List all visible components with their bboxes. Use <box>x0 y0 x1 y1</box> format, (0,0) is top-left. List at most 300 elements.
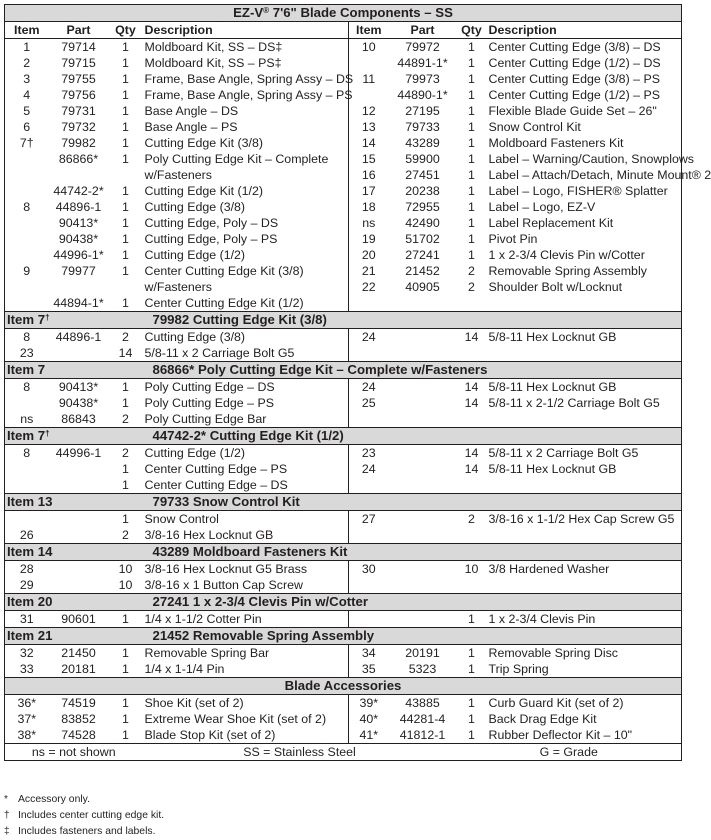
table-row <box>5 215 682 231</box>
description: Center Cutting Edge – DS <box>144 478 288 492</box>
description: Center Cutting Edge (1/2) – DS <box>487 55 682 71</box>
description <box>487 477 682 494</box>
kit-section-header <box>5 544 682 561</box>
quantity: 1 <box>122 712 129 726</box>
abbreviation-legend <box>5 744 682 761</box>
quantity: 10 <box>118 578 133 592</box>
description <box>143 199 349 215</box>
item-number: 27 <box>349 511 389 528</box>
table-row <box>5 727 682 744</box>
table-row <box>5 135 682 151</box>
quantity: 1 <box>122 216 129 230</box>
description-line: Cutting Edge, Poly – PS <box>144 232 278 246</box>
part-number: 86843 <box>61 412 96 426</box>
description-line: w/Fasteners <box>144 280 212 294</box>
description-line: Cutting Edge (1/2) <box>144 248 246 262</box>
item-number: ns <box>5 411 49 428</box>
item-number: 33 <box>5 661 49 678</box>
item-number: 12 <box>349 103 389 119</box>
quantity: 10 <box>118 562 133 576</box>
description-line: Cutting Edge (3/8) <box>144 200 246 214</box>
part-number: 20238 <box>405 184 440 198</box>
part-number: 21452 <box>405 264 440 278</box>
part-number: 44890-1* <box>397 88 448 102</box>
quantity: 1 <box>122 512 129 526</box>
part-number: 90438* <box>58 232 99 246</box>
part-number <box>389 611 457 628</box>
item-number: 1 <box>5 39 49 56</box>
quantity: 10 <box>464 562 479 576</box>
item-number: 18 <box>349 199 389 215</box>
kit-item-label: Item 13 <box>5 494 109 511</box>
description <box>143 39 349 56</box>
item-number <box>5 395 49 411</box>
table-title: EZ-V® 7'6" Blade Components – SS <box>5 5 682 22</box>
table-row <box>5 661 682 678</box>
quantity: 1 <box>468 662 475 676</box>
legend-entry: SS = Stainless Steel <box>143 744 457 761</box>
item-number <box>5 461 49 477</box>
description <box>143 55 349 71</box>
table-row <box>5 39 682 56</box>
footnote: † Includes center cutting edge kit. <box>4 810 165 821</box>
item-number: 22 <box>349 279 389 295</box>
table-row <box>5 199 682 215</box>
item-number <box>5 511 49 528</box>
table-row <box>5 345 682 362</box>
quantity: 14 <box>464 446 479 460</box>
item-number: 8 <box>5 199 49 215</box>
kit-section-header <box>5 628 682 645</box>
table-row <box>5 329 682 346</box>
part-number: 43885 <box>405 696 440 710</box>
description <box>487 345 682 362</box>
part-number: 79732 <box>61 120 96 134</box>
legend-entry: ns = not shown <box>5 744 143 761</box>
part-number: 79715 <box>61 56 96 70</box>
table-row <box>5 379 682 396</box>
description: Label – Warning/Caution, Snowplows <box>488 152 694 166</box>
description: Poly Cutting Edge Bar <box>144 412 267 426</box>
description: Label Replacement Kit <box>487 215 682 231</box>
description: Poly Cutting Edge – DS <box>144 380 275 394</box>
description <box>487 411 682 428</box>
kit-section-header <box>5 362 682 379</box>
description: Label – Attach/Detach, Minute Mount® 2 <box>488 168 711 182</box>
quantity: 1 <box>468 152 475 166</box>
table-row <box>5 461 682 477</box>
header-part: Part <box>389 22 457 39</box>
part-number: 72955 <box>405 200 440 214</box>
kit-section-header <box>5 494 682 511</box>
part-number <box>49 345 109 362</box>
quantity: 1 <box>468 88 475 102</box>
table-row <box>5 611 682 628</box>
quantity: 1 <box>122 200 129 214</box>
description: Center Cutting Edge – PS <box>144 462 288 476</box>
item-number: 14 <box>349 135 389 151</box>
quantity: 1 <box>122 232 129 246</box>
quantity: 1 <box>468 168 475 182</box>
table-row <box>5 55 682 71</box>
item-number: 23 <box>5 345 49 362</box>
part-number: 44894-1* <box>53 296 104 310</box>
description: 3/8-16 Hex Locknut G5 Brass <box>144 562 308 576</box>
description: Flexible Blade Guide Set – 26" <box>487 103 682 119</box>
description <box>143 103 349 119</box>
quantity: 1 <box>122 120 129 134</box>
footnote: * Accessory only. <box>4 794 90 805</box>
quantity: 1 <box>468 216 475 230</box>
description-line: Moldboard Kit, SS – DS‡ <box>144 40 283 54</box>
table-row <box>5 295 682 312</box>
part-number <box>49 577 109 594</box>
item-number: 40* <box>349 711 389 727</box>
quantity: 1 <box>468 696 475 710</box>
quantity: 1 <box>122 104 129 118</box>
table-row <box>5 395 682 411</box>
description: Label – Logo, EZ-V <box>487 199 682 215</box>
item-number: 7† <box>5 135 49 151</box>
description: Snow Control Kit <box>487 119 682 135</box>
item-number: 31 <box>5 611 49 628</box>
description <box>143 215 349 231</box>
description <box>143 119 349 135</box>
item-number: 19 <box>349 231 389 247</box>
description: Removable Spring Assembly <box>487 263 682 279</box>
description <box>143 247 349 263</box>
quantity: 1 <box>122 662 129 676</box>
quantity: 2 <box>468 264 475 278</box>
kit-section-header <box>5 428 682 445</box>
part-number: 79733 <box>405 120 440 134</box>
description <box>143 295 349 312</box>
description <box>143 151 349 183</box>
part-number: 44896-1 <box>55 200 102 214</box>
item-number <box>5 247 49 263</box>
description: Snow Control <box>144 512 219 526</box>
part-number <box>49 477 109 494</box>
quantity: 1 <box>122 184 129 198</box>
item-number <box>349 87 389 103</box>
description: Center Cutting Edge (3/8) – DS <box>487 39 682 56</box>
table-title-row <box>5 5 682 22</box>
part-number: 27195 <box>405 104 440 118</box>
item-number: 30 <box>349 561 389 578</box>
header-qty: Qty <box>109 22 143 39</box>
quantity: 1 <box>468 612 475 626</box>
header-description: Description <box>487 22 682 39</box>
part-number <box>389 461 457 477</box>
item-number: 16 <box>349 167 389 183</box>
part-number: 90438* <box>58 396 99 410</box>
quantity: 2 <box>122 330 129 344</box>
header-description: Description <box>143 22 349 39</box>
description: Rubber Deflector Kit – 10" <box>487 727 682 744</box>
kit-item-label: Item 7 <box>5 362 109 379</box>
quantity: 1 <box>122 264 129 278</box>
kit-title: 21452 Removable Spring Assembly <box>109 628 682 645</box>
quantity: 1 <box>122 396 129 410</box>
description: 3/8-16 x 1-1/2 Hex Cap Screw G5 <box>487 511 682 528</box>
item-number: 2 <box>5 55 49 71</box>
item-number: 4 <box>5 87 49 103</box>
item-number: 28 <box>5 561 49 578</box>
description <box>487 577 682 594</box>
description: 5/8-11 Hex Locknut GB <box>487 329 682 346</box>
part-number: 79756 <box>61 88 96 102</box>
part-number: 5323 <box>408 662 437 676</box>
description: Center Cutting Edge (3/8) – PS <box>487 71 682 87</box>
kit-title: 27241 1 x 2-3/4 Clevis Pin w/Cotter <box>109 594 682 611</box>
accessories-header <box>5 678 682 695</box>
description: Shoe Kit (set of 2) <box>144 696 244 710</box>
table-row <box>5 247 682 263</box>
kit-item-label: Item 14 <box>5 544 109 561</box>
item-number <box>349 577 389 594</box>
description <box>143 87 353 103</box>
item-number <box>349 527 389 544</box>
part-number <box>389 577 457 594</box>
header-item: Item <box>5 22 49 39</box>
item-number: 10 <box>349 39 389 56</box>
item-number: 5 <box>5 103 49 119</box>
table-row <box>5 445 682 462</box>
part-number: 74519 <box>61 696 96 710</box>
part-number: 79982 <box>61 136 96 150</box>
table-row <box>5 231 682 247</box>
part-number <box>389 511 457 528</box>
description: 1/4 x 1-1/2 Cotter Pin <box>144 612 262 626</box>
quantity <box>457 411 487 428</box>
quantity: 1 <box>122 72 129 86</box>
description: 5/8-11 x 2-1/2 Carriage Bolt G5 <box>487 395 682 411</box>
item-number: 37* <box>5 711 49 727</box>
description: Extreme Wear Shoe Kit (set of 2) <box>144 712 327 726</box>
description: 1/4 x 1-1/4 Pin <box>144 662 225 676</box>
quantity: 1 <box>468 646 475 660</box>
empty-cell <box>457 295 487 312</box>
item-number: 25 <box>349 395 389 411</box>
description: 5/8-11 Hex Locknut GB <box>487 461 682 477</box>
description: 3/8 Hardened Washer <box>487 561 682 578</box>
quantity: 14 <box>464 330 479 344</box>
item-number: 21 <box>349 263 389 279</box>
description: Cutting Edge (1/2) <box>144 446 246 460</box>
item-number: 3 <box>5 71 49 87</box>
description-line: Frame, Base Angle, Spring Assy – PS <box>144 88 353 102</box>
part-number <box>389 329 457 346</box>
description-line: Center Cutting Edge Kit (1/2) <box>144 296 304 310</box>
part-number <box>389 411 457 428</box>
quantity: 1 <box>122 462 129 476</box>
quantity: 1 <box>122 728 129 742</box>
part-number: 44891-1* <box>397 56 448 70</box>
kit-item-label: Item 7† <box>5 428 109 445</box>
item-number <box>5 295 49 312</box>
header-part: Part <box>49 22 109 39</box>
kit-title: 44742-2* Cutting Edge Kit (1/2) <box>109 428 682 445</box>
footnotes <box>4 792 164 840</box>
part-number: 90413* <box>58 380 99 394</box>
item-number: 32 <box>5 645 49 662</box>
item-number: 15 <box>349 151 389 167</box>
quantity: 2 <box>468 512 475 526</box>
quantity: 1 <box>122 612 129 626</box>
part-number <box>389 379 457 396</box>
description: Cutting Edge (3/8) <box>144 330 246 344</box>
quantity: 1 <box>122 380 129 394</box>
part-number: 27241 <box>405 248 440 262</box>
quantity: 1 <box>468 40 475 54</box>
part-number: 40905 <box>405 280 440 294</box>
item-number <box>349 477 389 494</box>
part-number: 79755 <box>61 72 96 86</box>
quantity <box>457 477 487 494</box>
quantity: 14 <box>118 346 133 360</box>
description: 1 x 2-3/4 Clevis Pin <box>487 611 682 628</box>
quantity: 2 <box>122 446 129 460</box>
quantity: 1 <box>468 728 475 742</box>
quantity: 1 <box>468 56 475 70</box>
part-number: 79731 <box>61 104 96 118</box>
quantity: 1 <box>122 88 129 102</box>
quantity: 1 <box>122 136 129 150</box>
quantity: 1 <box>468 712 475 726</box>
part-number: 20181 <box>61 662 96 676</box>
item-number <box>5 231 49 247</box>
item-number: 6 <box>5 119 49 135</box>
table-row <box>5 645 682 662</box>
item-number: 8 <box>5 445 49 462</box>
description: 5/8-11 Hex Locknut GB <box>487 379 682 396</box>
kit-title: 43289 Moldboard Fasteners Kit <box>109 544 682 561</box>
empty-cell <box>349 295 389 312</box>
description: Label – Logo, FISHER® Splatter <box>487 183 682 199</box>
table-row <box>5 411 682 428</box>
header-qty: Qty <box>457 22 487 39</box>
quantity: 1 <box>468 72 475 86</box>
quantity: 1 <box>468 232 475 246</box>
quantity: 1 <box>468 184 475 198</box>
table-row <box>5 561 682 578</box>
item-number: 35 <box>349 661 389 678</box>
part-number <box>49 511 109 528</box>
part-number: 90413* <box>58 216 99 230</box>
description-line: Base Angle – DS <box>144 104 239 118</box>
item-number <box>349 345 389 362</box>
description-line: Center Cutting Edge Kit (3/8) <box>144 264 304 278</box>
description: 1 x 2-3/4 Clevis Pin w/Cotter <box>487 247 682 263</box>
kit-item-label: Item 7† <box>5 312 109 329</box>
quantity: 1 <box>122 248 129 262</box>
quantity: 2 <box>468 280 475 294</box>
quantity: 1 <box>122 696 129 710</box>
table-row <box>5 183 682 199</box>
item-number <box>349 611 389 628</box>
part-number: 90601 <box>61 612 96 626</box>
part-number: 83852 <box>61 712 96 726</box>
quantity: 1 <box>468 120 475 134</box>
part-number: 43289 <box>405 136 440 150</box>
quantity <box>457 527 487 544</box>
header-item: Item <box>349 22 389 39</box>
part-number <box>389 445 457 462</box>
description: Trip Spring <box>487 661 682 678</box>
part-number <box>389 345 457 362</box>
empty-cell <box>389 295 457 312</box>
item-number <box>5 215 49 231</box>
quantity <box>457 345 487 362</box>
description <box>487 527 682 544</box>
description-line: Cutting Edge Kit (3/8) <box>144 136 263 150</box>
table-row <box>5 577 682 594</box>
quantity: 2 <box>122 528 129 542</box>
table-row <box>5 119 682 135</box>
item-number: 29 <box>5 577 49 594</box>
item-number <box>5 183 49 199</box>
column-header-row <box>5 22 682 39</box>
part-number: 44742-2* <box>53 184 104 198</box>
description: Curb Guard Kit (set of 2) <box>487 695 682 712</box>
description: 5/8-11 x 2 Carriage Bolt G5 <box>144 346 295 360</box>
description <box>143 263 349 295</box>
blade-components-table <box>4 4 711 761</box>
description: Poly Cutting Edge – PS <box>144 396 274 410</box>
item-number: 11 <box>349 71 389 87</box>
legend-entry: G = Grade <box>457 744 682 761</box>
part-number: 79977 <box>61 264 96 278</box>
part-number: 21450 <box>61 646 96 660</box>
item-number: 39* <box>349 695 389 712</box>
part-number: 20191 <box>405 646 440 660</box>
accessories-title: Blade Accessories <box>5 678 682 695</box>
empty-cell <box>487 295 682 312</box>
part-number <box>389 395 457 411</box>
kit-title: 79733 Snow Control Kit <box>109 494 682 511</box>
kit-title: 79982 Cutting Edge Kit (3/8) <box>109 312 682 329</box>
table-row <box>5 711 682 727</box>
part-number <box>49 461 109 477</box>
description-line: Cutting Edge Kit (1/2) <box>144 184 263 198</box>
quantity: 14 <box>464 462 479 476</box>
description: Back Drag Edge Kit <box>487 711 682 727</box>
part-number: 59900 <box>405 152 440 166</box>
quantity: 14 <box>464 396 479 410</box>
part-number <box>389 561 457 578</box>
item-number: 8 <box>5 379 49 396</box>
kit-section-header <box>5 594 682 611</box>
part-number: 44896-1 <box>55 330 102 344</box>
table-row <box>5 477 682 494</box>
item-number: 24 <box>349 379 389 396</box>
description: 3/8-16 x 1 Button Cap Screw <box>144 578 303 592</box>
item-number: 17 <box>349 183 389 199</box>
description: Removable Spring Disc <box>487 645 682 662</box>
description: 5/8-11 x 2 Carriage Bolt G5 <box>487 445 682 462</box>
part-number: 86866* <box>58 152 99 166</box>
table-row <box>5 527 682 544</box>
part-number: 79972 <box>405 40 440 54</box>
item-number <box>349 411 389 428</box>
part-number <box>389 527 457 544</box>
quantity: 1 <box>122 296 129 310</box>
part-number: 27451 <box>405 168 440 182</box>
item-number: 26 <box>5 527 49 544</box>
quantity: 1 <box>122 478 129 492</box>
quantity: 1 <box>468 136 475 150</box>
quantity: 1 <box>122 40 129 54</box>
